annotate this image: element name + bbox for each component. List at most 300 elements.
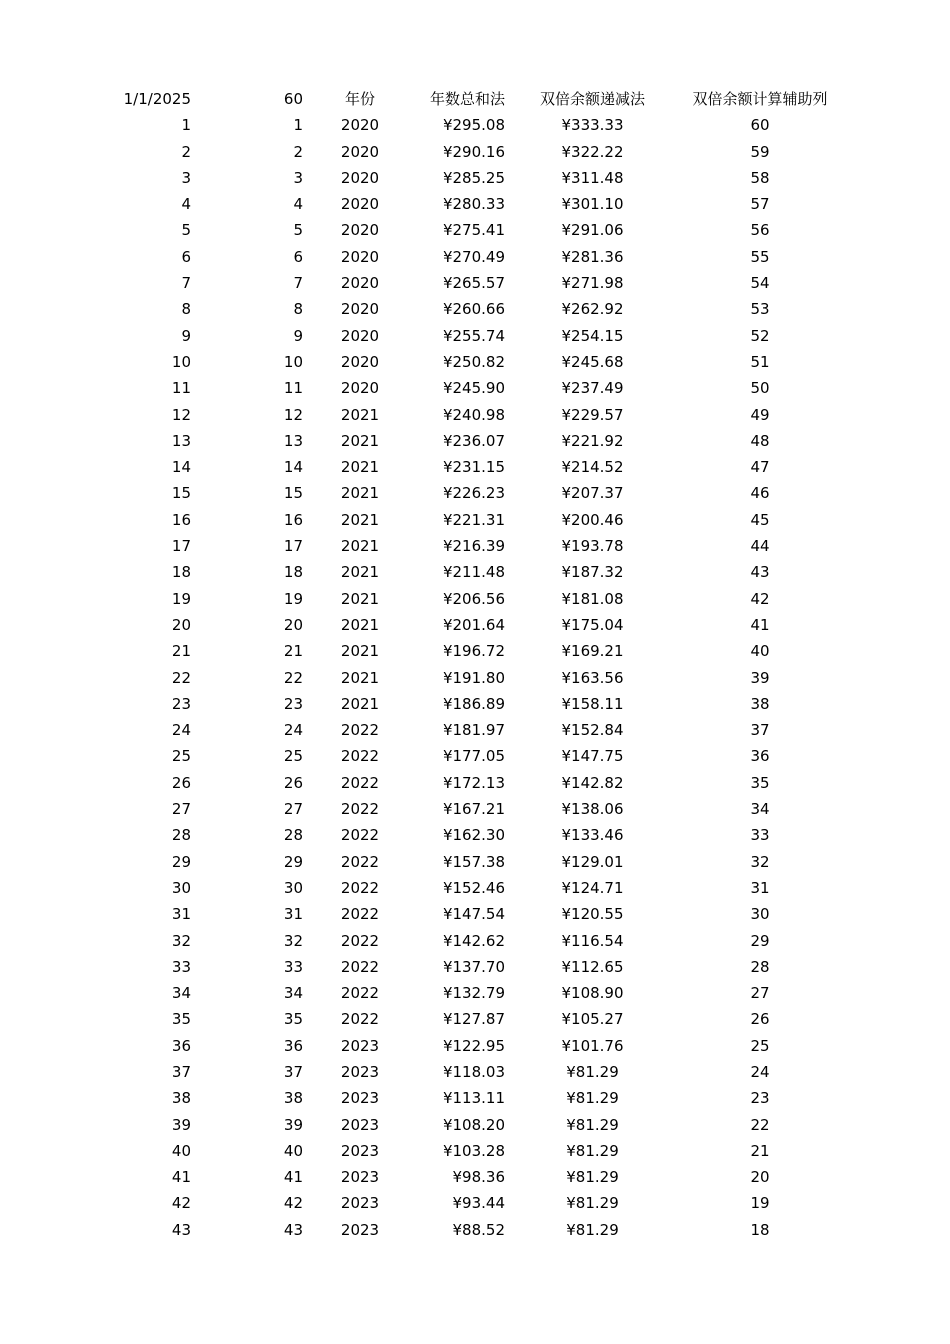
double-declining-value-cell: ¥200.46 — [561, 510, 624, 529]
table-row — [0, 586, 950, 612]
year-cell: 2022 — [340, 905, 380, 924]
sum-of-years-value-cell: ¥265.57 — [442, 274, 505, 293]
helper-value-cell: 54 — [750, 274, 770, 293]
table-row — [0, 533, 950, 559]
sum-of-years-value-cell: ¥108.20 — [442, 1115, 505, 1134]
year-cell: 2022 — [340, 984, 380, 1003]
sum-of-years-value-cell: ¥177.05 — [442, 747, 505, 766]
double-declining-value-cell: ¥237.49 — [561, 379, 624, 398]
row-index-cell: 33 — [171, 957, 191, 976]
sum-of-years-value-cell: ¥260.66 — [442, 300, 505, 319]
period-cell: 20 — [283, 615, 303, 634]
double-declining-value-cell: ¥221.92 — [561, 431, 624, 450]
period-cell: 26 — [283, 773, 303, 792]
helper-value-cell: 28 — [750, 957, 770, 976]
double-declining-value-cell: ¥81.29 — [566, 1168, 619, 1187]
period-cell: 12 — [283, 405, 303, 424]
row-index-cell: 30 — [171, 878, 191, 897]
year-cell: 2021 — [340, 615, 380, 634]
period-cell: 30 — [283, 878, 303, 897]
double-declining-value-cell: ¥81.29 — [566, 1194, 619, 1213]
period-cell: 40 — [283, 1141, 303, 1160]
table-row — [0, 375, 950, 401]
double-declining-value-cell: ¥175.04 — [561, 615, 624, 634]
sum-of-years-value-cell: ¥88.52 — [452, 1220, 505, 1239]
year-cell: 2023 — [340, 1168, 380, 1187]
helper-value-cell: 33 — [750, 826, 770, 845]
helper-value-cell: 27 — [750, 984, 770, 1003]
year-cell: 2020 — [340, 195, 380, 214]
table-row — [0, 1085, 950, 1111]
double-declining-value-cell: ¥169.21 — [561, 642, 624, 661]
period-cell: 6 — [293, 247, 303, 266]
period-cell: 16 — [283, 510, 303, 529]
helper-value-cell: 59 — [750, 142, 770, 161]
helper-value-cell: 46 — [750, 484, 770, 503]
period-cell: 2 — [293, 142, 303, 161]
period-cell: 25 — [283, 747, 303, 766]
double-declining-value-cell: ¥120.55 — [561, 905, 624, 924]
row-index-cell: 32 — [171, 931, 191, 950]
period-cell: 8 — [293, 300, 303, 319]
year-cell: 2021 — [340, 510, 380, 529]
sum-of-years-value-cell: ¥236.07 — [442, 431, 505, 450]
double-declining-value-cell: ¥333.33 — [561, 116, 624, 135]
helper-value-cell: 57 — [750, 195, 770, 214]
table-row — [0, 1217, 950, 1243]
row-index-cell: 35 — [171, 1010, 191, 1029]
row-index-cell: 18 — [171, 563, 191, 582]
helper-value-cell: 29 — [750, 931, 770, 950]
table-row — [0, 743, 950, 769]
helper-value-cell: 25 — [750, 1036, 770, 1055]
period-cell: 5 — [293, 221, 303, 240]
row-index-cell: 20 — [171, 615, 191, 634]
table-row — [0, 244, 950, 270]
helper-value-cell: 50 — [750, 379, 770, 398]
table-row — [0, 612, 950, 638]
table-row — [0, 954, 950, 980]
row-index-cell: 12 — [171, 405, 191, 424]
year-cell: 2023 — [340, 1194, 380, 1213]
table-body — [0, 112, 950, 1243]
period-cell: 36 — [283, 1036, 303, 1055]
sum-of-years-value-cell: ¥103.28 — [442, 1141, 505, 1160]
table-row — [0, 480, 950, 506]
helper-value-cell: 23 — [750, 1089, 770, 1108]
row-index-cell: 5 — [181, 221, 191, 240]
period-cell: 7 — [293, 274, 303, 293]
helper-value-cell: 41 — [750, 615, 770, 634]
sum-of-years-value-cell: ¥275.41 — [442, 221, 505, 240]
row-index-cell: 39 — [171, 1115, 191, 1134]
double-declining-value-cell: ¥245.68 — [561, 352, 624, 371]
sum-of-years-value-cell: ¥113.11 — [442, 1089, 505, 1108]
helper-value-cell: 39 — [750, 668, 770, 687]
row-index-cell: 22 — [171, 668, 191, 687]
helper-value-cell: 48 — [750, 431, 770, 450]
period-cell: 38 — [283, 1089, 303, 1108]
period-cell: 3 — [293, 168, 303, 187]
period-cell: 17 — [283, 537, 303, 556]
row-index-cell: 1 — [181, 116, 191, 135]
sum-of-years-value-cell: ¥226.23 — [442, 484, 505, 503]
double-declining-value-cell: ¥207.37 — [561, 484, 624, 503]
sum-of-years-value-cell: ¥167.21 — [442, 800, 505, 819]
year-cell: 2023 — [340, 1220, 380, 1239]
row-index-cell: 9 — [181, 326, 191, 345]
period-cell: 14 — [283, 458, 303, 477]
sum-of-years-value-cell: ¥270.49 — [442, 247, 505, 266]
double-declining-value-cell: ¥322.22 — [561, 142, 624, 161]
helper-value-cell: 53 — [750, 300, 770, 319]
year-cell: 2021 — [340, 694, 380, 713]
double-declining-value-cell: ¥187.32 — [561, 563, 624, 582]
double-declining-value-cell: ¥81.29 — [566, 1062, 619, 1081]
sum-of-years-value-cell: ¥206.56 — [442, 589, 505, 608]
sum-of-years-value-cell: ¥132.79 — [442, 984, 505, 1003]
sum-of-years-value-cell: ¥290.16 — [442, 142, 505, 161]
sum-of-years-value-cell: ¥142.62 — [442, 931, 505, 950]
table-row — [0, 402, 950, 428]
period-cell: 15 — [283, 484, 303, 503]
header-double-declining-cell: 双倍余额递减法 — [539, 90, 645, 108]
double-declining-value-cell: ¥81.29 — [566, 1115, 619, 1134]
helper-value-cell: 31 — [750, 878, 770, 897]
table-row — [0, 559, 950, 585]
year-cell: 2020 — [340, 352, 380, 371]
table-row — [0, 770, 950, 796]
sum-of-years-value-cell: ¥201.64 — [442, 615, 505, 634]
double-declining-value-cell: ¥81.29 — [566, 1089, 619, 1108]
row-index-cell: 7 — [181, 274, 191, 293]
period-cell: 29 — [283, 852, 303, 871]
table-row — [0, 875, 950, 901]
double-declining-value-cell: ¥142.82 — [561, 773, 624, 792]
helper-value-cell: 56 — [750, 221, 770, 240]
helper-value-cell: 21 — [750, 1141, 770, 1160]
helper-value-cell: 52 — [750, 326, 770, 345]
table-row — [0, 796, 950, 822]
year-cell: 2021 — [340, 589, 380, 608]
helper-value-cell: 37 — [750, 721, 770, 740]
double-declining-value-cell: ¥163.56 — [561, 668, 624, 687]
period-cell: 9 — [293, 326, 303, 345]
row-index-cell: 17 — [171, 537, 191, 556]
year-cell: 2022 — [340, 852, 380, 871]
period-cell: 34 — [283, 984, 303, 1003]
year-cell: 2021 — [340, 458, 380, 477]
sum-of-years-value-cell: ¥98.36 — [452, 1168, 505, 1187]
row-index-cell: 19 — [171, 589, 191, 608]
year-cell: 2020 — [340, 274, 380, 293]
period-cell: 18 — [283, 563, 303, 582]
period-cell: 21 — [283, 642, 303, 661]
helper-value-cell: 47 — [750, 458, 770, 477]
table-row — [0, 428, 950, 454]
double-declining-value-cell: ¥229.57 — [561, 405, 624, 424]
helper-value-cell: 19 — [750, 1194, 770, 1213]
sum-of-years-value-cell: ¥285.25 — [442, 168, 505, 187]
year-cell: 2023 — [340, 1036, 380, 1055]
double-declining-value-cell: ¥116.54 — [561, 931, 624, 950]
header-year-cell: 年份 — [344, 90, 375, 108]
table-row — [0, 1059, 950, 1085]
year-cell: 2022 — [340, 826, 380, 845]
row-index-cell: 38 — [171, 1089, 191, 1108]
sum-of-years-value-cell: ¥162.30 — [442, 826, 505, 845]
helper-value-cell: 24 — [750, 1062, 770, 1081]
helper-value-cell: 51 — [750, 352, 770, 371]
table-row — [0, 191, 950, 217]
row-index-cell: 43 — [171, 1220, 191, 1239]
row-index-cell: 25 — [171, 747, 191, 766]
period-cell: 43 — [283, 1220, 303, 1239]
year-cell: 2022 — [340, 957, 380, 976]
table-row — [0, 717, 950, 743]
year-cell: 2021 — [340, 537, 380, 556]
row-index-cell: 34 — [171, 984, 191, 1003]
period-cell: 13 — [283, 431, 303, 450]
row-index-cell: 28 — [171, 826, 191, 845]
helper-value-cell: 43 — [750, 563, 770, 582]
row-index-cell: 3 — [181, 168, 191, 187]
table-row — [0, 665, 950, 691]
period-cell: 4 — [293, 195, 303, 214]
row-index-cell: 27 — [171, 800, 191, 819]
period-cell: 19 — [283, 589, 303, 608]
table-row — [0, 112, 950, 138]
sum-of-years-value-cell: ¥245.90 — [442, 379, 505, 398]
period-cell: 41 — [283, 1168, 303, 1187]
double-declining-value-cell: ¥193.78 — [561, 537, 624, 556]
period-cell: 42 — [283, 1194, 303, 1213]
year-cell: 2023 — [340, 1089, 380, 1108]
header-row — [0, 86, 950, 112]
row-index-cell: 23 — [171, 694, 191, 713]
row-index-cell: 13 — [171, 431, 191, 450]
period-cell: 11 — [283, 379, 303, 398]
sum-of-years-value-cell: ¥137.70 — [442, 957, 505, 976]
year-cell: 2020 — [340, 247, 380, 266]
helper-value-cell: 58 — [750, 168, 770, 187]
year-cell: 2023 — [340, 1062, 380, 1081]
double-declining-value-cell: ¥138.06 — [561, 800, 624, 819]
year-cell: 2023 — [340, 1141, 380, 1160]
row-index-cell: 37 — [171, 1062, 191, 1081]
double-declining-value-cell: ¥81.29 — [566, 1220, 619, 1239]
sum-of-years-value-cell: ¥216.39 — [442, 537, 505, 556]
period-cell: 22 — [283, 668, 303, 687]
helper-value-cell: 32 — [750, 852, 770, 871]
helper-value-cell: 45 — [750, 510, 770, 529]
year-cell: 2021 — [340, 405, 380, 424]
double-declining-value-cell: ¥152.84 — [561, 721, 624, 740]
row-index-cell: 40 — [171, 1141, 191, 1160]
table-row — [0, 980, 950, 1006]
header-sum-of-years-cell: 年数总和法 — [429, 90, 505, 108]
period-cell: 37 — [283, 1062, 303, 1081]
table-row — [0, 349, 950, 375]
table-row — [0, 928, 950, 954]
year-cell: 2020 — [340, 221, 380, 240]
helper-value-cell: 22 — [750, 1115, 770, 1134]
sum-of-years-value-cell: ¥122.95 — [442, 1036, 505, 1055]
sum-of-years-value-cell: ¥196.72 — [442, 642, 505, 661]
helper-value-cell: 35 — [750, 773, 770, 792]
sum-of-years-value-cell: ¥181.97 — [442, 721, 505, 740]
table-row — [0, 638, 950, 664]
row-index-cell: 41 — [171, 1168, 191, 1187]
double-declining-value-cell: ¥81.29 — [566, 1141, 619, 1160]
double-declining-value-cell: ¥133.46 — [561, 826, 624, 845]
period-cell: 33 — [283, 957, 303, 976]
table-row — [0, 507, 950, 533]
row-index-cell: 36 — [171, 1036, 191, 1055]
table-row — [0, 165, 950, 191]
year-cell: 2023 — [340, 1115, 380, 1134]
year-cell: 2022 — [340, 931, 380, 950]
row-index-cell: 4 — [181, 195, 191, 214]
row-index-cell: 24 — [171, 721, 191, 740]
helper-value-cell: 38 — [750, 694, 770, 713]
year-cell: 2020 — [340, 168, 380, 187]
table-row — [0, 454, 950, 480]
double-declining-value-cell: ¥158.11 — [561, 694, 624, 713]
period-cell: 1 — [293, 116, 303, 135]
header-count-cell: 60 — [283, 90, 303, 108]
helper-value-cell: 60 — [750, 116, 770, 135]
double-declining-value-cell: ¥181.08 — [561, 589, 624, 608]
year-cell: 2020 — [340, 379, 380, 398]
table-row — [0, 296, 950, 322]
year-cell: 2022 — [340, 1010, 380, 1029]
row-index-cell: 10 — [171, 352, 191, 371]
helper-value-cell: 26 — [750, 1010, 770, 1029]
sum-of-years-value-cell: ¥118.03 — [442, 1062, 505, 1081]
table-row — [0, 691, 950, 717]
row-index-cell: 29 — [171, 852, 191, 871]
period-cell: 10 — [283, 352, 303, 371]
row-index-cell: 15 — [171, 484, 191, 503]
row-index-cell: 11 — [171, 379, 191, 398]
row-index-cell: 16 — [171, 510, 191, 529]
year-cell: 2021 — [340, 484, 380, 503]
period-cell: 27 — [283, 800, 303, 819]
row-index-cell: 8 — [181, 300, 191, 319]
table-row — [0, 1112, 950, 1138]
table-row — [0, 1190, 950, 1216]
sum-of-years-value-cell: ¥127.87 — [442, 1010, 505, 1029]
year-cell: 2021 — [340, 642, 380, 661]
year-cell: 2021 — [340, 668, 380, 687]
sum-of-years-value-cell: ¥250.82 — [442, 352, 505, 371]
sum-of-years-value-cell: ¥157.38 — [442, 852, 505, 871]
sum-of-years-value-cell: ¥191.80 — [442, 668, 505, 687]
double-declining-value-cell: ¥101.76 — [561, 1036, 624, 1055]
double-declining-value-cell: ¥112.65 — [561, 957, 624, 976]
sum-of-years-value-cell: ¥231.15 — [442, 458, 505, 477]
double-declining-value-cell: ¥129.01 — [561, 852, 624, 871]
table-row — [0, 270, 950, 296]
helper-value-cell: 44 — [750, 537, 770, 556]
helper-value-cell: 40 — [750, 642, 770, 661]
year-cell: 2020 — [340, 116, 380, 135]
helper-value-cell: 55 — [750, 247, 770, 266]
sum-of-years-value-cell: ¥240.98 — [442, 405, 505, 424]
table-row — [0, 901, 950, 927]
helper-value-cell: 18 — [750, 1220, 770, 1239]
sum-of-years-value-cell: ¥255.74 — [442, 326, 505, 345]
period-cell: 32 — [283, 931, 303, 950]
year-cell: 2022 — [340, 721, 380, 740]
row-index-cell: 2 — [181, 142, 191, 161]
helper-value-cell: 30 — [750, 905, 770, 924]
sum-of-years-value-cell: ¥211.48 — [442, 563, 505, 582]
helper-value-cell: 34 — [750, 800, 770, 819]
period-cell: 35 — [283, 1010, 303, 1029]
table-row — [0, 849, 950, 875]
helper-value-cell: 20 — [750, 1168, 770, 1187]
sum-of-years-value-cell: ¥152.46 — [442, 878, 505, 897]
helper-value-cell: 49 — [750, 405, 770, 424]
double-declining-value-cell: ¥301.10 — [561, 195, 624, 214]
double-declining-value-cell: ¥105.27 — [561, 1010, 624, 1029]
period-cell: 28 — [283, 826, 303, 845]
table-row — [0, 1138, 950, 1164]
year-cell: 2020 — [340, 300, 380, 319]
table-row — [0, 323, 950, 349]
sum-of-years-value-cell: ¥221.31 — [442, 510, 505, 529]
year-cell: 2022 — [340, 747, 380, 766]
year-cell: 2022 — [340, 878, 380, 897]
helper-value-cell: 36 — [750, 747, 770, 766]
double-declining-value-cell: ¥271.98 — [561, 274, 624, 293]
double-declining-value-cell: ¥214.52 — [561, 458, 624, 477]
year-cell: 2021 — [340, 563, 380, 582]
sum-of-years-value-cell: ¥147.54 — [442, 905, 505, 924]
table-row — [0, 1006, 950, 1032]
double-declining-value-cell: ¥311.48 — [561, 168, 624, 187]
year-cell: 2022 — [340, 773, 380, 792]
table-row — [0, 217, 950, 243]
row-index-cell: 42 — [171, 1194, 191, 1213]
double-declining-value-cell: ¥147.75 — [561, 747, 624, 766]
double-declining-value-cell: ¥254.15 — [561, 326, 624, 345]
period-cell: 24 — [283, 721, 303, 740]
double-declining-value-cell: ¥291.06 — [561, 221, 624, 240]
year-cell: 2020 — [340, 326, 380, 345]
sum-of-years-value-cell: ¥295.08 — [442, 116, 505, 135]
table-row — [0, 139, 950, 165]
year-cell: 2020 — [340, 142, 380, 161]
row-index-cell: 6 — [181, 247, 191, 266]
header-helper-column-cell: 双倍余额计算辅助列 — [692, 90, 828, 108]
table-row — [0, 822, 950, 848]
row-index-cell: 26 — [171, 773, 191, 792]
year-cell: 2021 — [340, 431, 380, 450]
sum-of-years-value-cell: ¥172.13 — [442, 773, 505, 792]
spreadsheet-page — [0, 86, 950, 1243]
row-index-cell: 31 — [171, 905, 191, 924]
header-date-cell: 1/1/2025 — [123, 90, 191, 108]
double-declining-value-cell: ¥124.71 — [561, 878, 624, 897]
period-cell: 31 — [283, 905, 303, 924]
sum-of-years-value-cell: ¥186.89 — [442, 694, 505, 713]
double-declining-value-cell: ¥281.36 — [561, 247, 624, 266]
sum-of-years-value-cell: ¥93.44 — [452, 1194, 505, 1213]
double-declining-value-cell: ¥108.90 — [561, 984, 624, 1003]
